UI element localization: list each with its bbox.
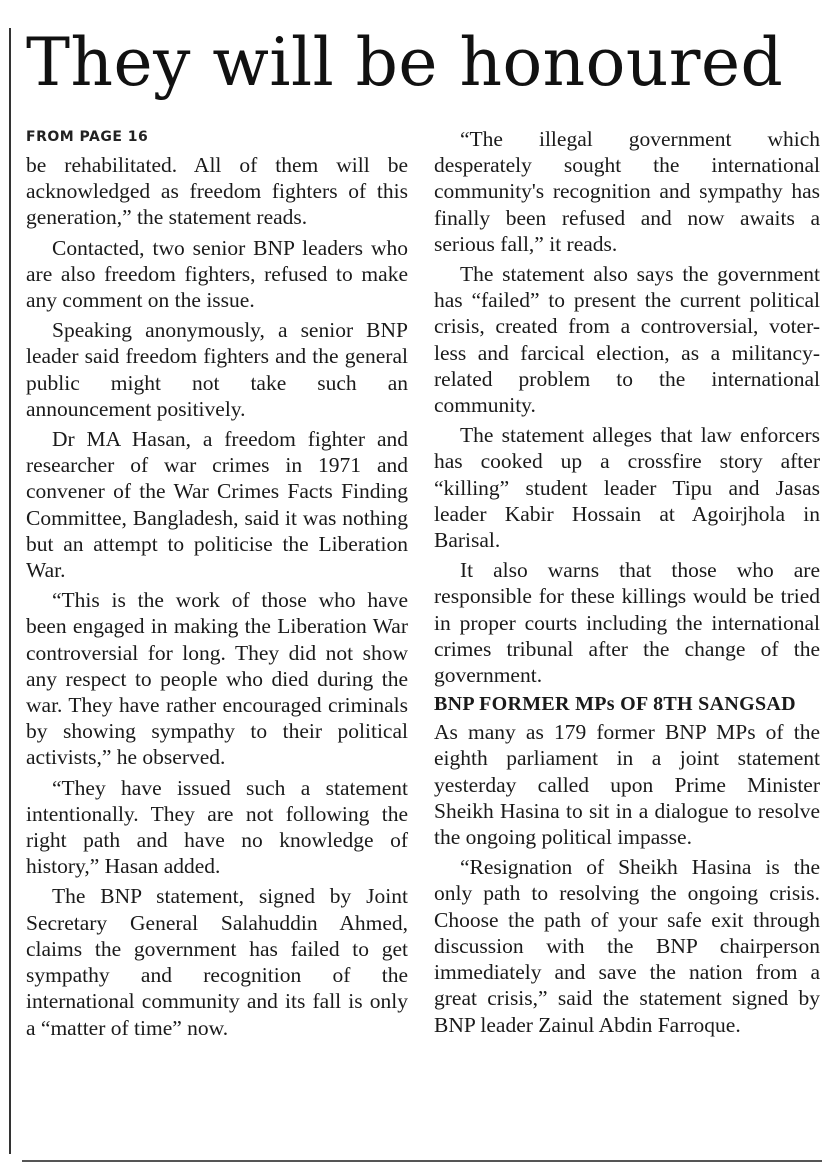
paragraph: Dr MA Hasan, a freedom fighter and researcher of war crimes in 1971 and convener of the War Crimes Facts Finding Committee, Bangladesh, said it was nothing but an attempt to politicise the Liberation War.: [26, 427, 408, 583]
paragraph: It also warns that those who are responsible for these killings would be tried in proper courts including the international crimes tribunal after the change of the government.: [434, 558, 820, 688]
paragraph: “The illegal government which desperately sought the international community's recognition and sympathy has finally been refused and now awaits a serious fall,” it reads.: [434, 127, 820, 256]
paragraph: Contacted, two senior BNP leaders who are also freedom fighters, refused to make any comment on the issue.: [26, 235, 408, 313]
paragraph: As many as 179 former BNP MPs of the eighth parliament in a joint statement yesterday called upon Prime Minister Sheikh Hasina to sit in a dialogue to resolve the ongoing political impasse.: [434, 720, 820, 850]
paragraph: Speaking anonymously, a senior BNP leader said freedom fighters and the general public might not take such an announcement positively.: [26, 318, 408, 421]
paragraph: The statement alleges that law enforcers has cooked up a crossfire story after “killing” student leader Tipu and Jasas leader Kabir Hossain at Agoirjhola in Barisal.: [434, 423, 820, 553]
paragraph: be rehabilitated. All of them will be acknowledged as freedom fighters of this generation,” the statement reads.: [26, 153, 408, 230]
section-subhead: BNP FORMER MPs OF 8TH SANGSAD: [434, 693, 796, 716]
paragraph: The statement also says the government has “failed” to present the current political crisis, created from a controversial, voter-less and farcical election, as a militancy-related problem to the international community.: [434, 262, 820, 418]
paragraph: “Resignation of Sheikh Hasina is the only path to resolving the ongoing crisis. Choose the path of your safe exit through discussion with the BNP chairperson immediately and save the nation from a great crisis,” said the statement signed by BNP leader Zainul Abdin Farroque.: [434, 855, 820, 1037]
paragraph: “They have issued such a statement intentionally. They are not following the right path and have no knowledge of history,” Hasan added.: [26, 775, 408, 879]
paragraph: “This is the work of those who have been engaged in making the Liberation War controversial for long. They did not show any respect to people who died during the war. They have rather encouraged criminals by showing sympathy to their political activists,” he observed.: [26, 588, 408, 770]
article-column-right: [434, 126, 820, 1042]
article-column-left: [26, 126, 408, 1045]
headline: They will be honoured: [26, 24, 784, 101]
bottom-rule: [22, 1160, 822, 1162]
jump-label: FROM PAGE 16: [26, 129, 149, 145]
paragraph: The BNP statement, signed by Joint Secretary General Salahuddin Ahmed, claims the government has failed to get sympathy and recognition of the international community and its fall is only a “matter of time” now.: [26, 884, 408, 1040]
column-rule-left: [9, 28, 11, 1154]
